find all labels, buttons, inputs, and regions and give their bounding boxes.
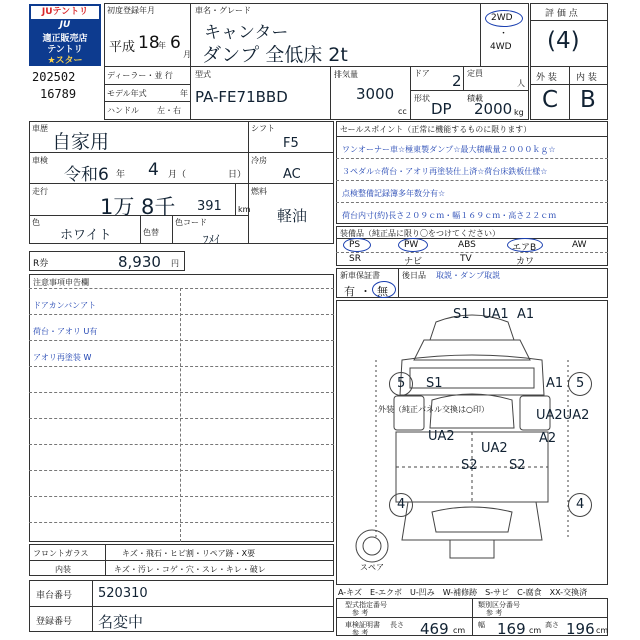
car-name: キャンター bbox=[204, 23, 289, 43]
note-item-3: アオリ再塗装 W bbox=[33, 353, 92, 362]
dmg-top-a1: A1 bbox=[517, 307, 535, 322]
equip-abs: ABS bbox=[458, 240, 476, 250]
panel-right-bottom: 4 bbox=[576, 497, 585, 512]
model-value: PA-FE71BBD bbox=[195, 88, 288, 106]
panel-right-bottom-circle bbox=[568, 493, 592, 517]
dealer-label1: ディーラー・並 行 bbox=[107, 71, 173, 80]
dealer-label2: モデル年式 bbox=[107, 89, 147, 98]
drive-2wd-circle bbox=[485, 10, 523, 27]
sales-point-4: 荷台内寸(約)長さ２０９ｃｍ・幅１６９ｃｍ・高さ２２ｃｍ bbox=[342, 211, 557, 220]
panel-left-bottom-circle bbox=[389, 493, 413, 517]
recycle-value: 8,930 bbox=[118, 253, 161, 271]
chassis-value: 520310 bbox=[98, 586, 148, 601]
panel-left-top: 5 bbox=[397, 376, 406, 391]
shape-label: 形状 bbox=[414, 94, 430, 103]
color-label: 色 bbox=[32, 218, 40, 227]
int-grade: B bbox=[580, 87, 596, 113]
equip-navi: ナビ bbox=[404, 257, 423, 267]
dmg-top-ua1: UA1 bbox=[482, 307, 509, 322]
width-unit: cm bbox=[529, 626, 542, 635]
first-reg-label: 初度登録年月 bbox=[107, 6, 155, 15]
dmg-right-a2: A2 bbox=[539, 431, 557, 446]
displacement-label: 排気量 bbox=[334, 70, 358, 79]
dealer-logo bbox=[29, 4, 101, 66]
warranty-label: 新車保証書 bbox=[340, 271, 380, 280]
interior-label: 内装 bbox=[55, 565, 71, 574]
shape-value: DP bbox=[431, 100, 452, 118]
note-item-1: ドアカンバンアト bbox=[33, 301, 97, 310]
height-unit: cm bbox=[596, 626, 609, 635]
equip-sr: SR bbox=[349, 254, 361, 264]
capacity-label: 定員 bbox=[467, 69, 483, 78]
car-label: 車名・グレード bbox=[195, 6, 251, 15]
legend: A-キズ E-エクボ U-凹み W-補修跡 S-サビ C-腐食 XX-交換済 bbox=[338, 588, 588, 597]
ext-label: 外 装 bbox=[536, 73, 557, 83]
truck-diagram bbox=[336, 300, 608, 585]
fuel-value: 軽油 bbox=[277, 207, 308, 225]
inspection-label: 車検 bbox=[32, 156, 48, 165]
first-reg-month-mark: 月 bbox=[183, 50, 191, 59]
logo-line3: ★スター bbox=[47, 56, 83, 66]
first-reg-era: 平成 bbox=[109, 40, 136, 55]
warranty-dot: ・ bbox=[360, 285, 371, 298]
shift-label: シフト bbox=[251, 124, 275, 133]
fuel-label: 燃料 bbox=[251, 187, 267, 196]
load-value: 2000 bbox=[474, 100, 513, 118]
drive-2wd: 2WD bbox=[491, 13, 513, 23]
front-glass-value: キズ・飛石・ヒビ割・リペア跡・X要 bbox=[122, 549, 256, 558]
first-reg-month: 6 bbox=[170, 33, 181, 53]
length-unit: cm bbox=[453, 626, 466, 635]
load-unit: kg bbox=[514, 108, 524, 117]
class-ref: 参 考 bbox=[486, 609, 503, 617]
dmg-left-ua2: UA2 bbox=[428, 429, 455, 444]
capacity-unit: 人 bbox=[517, 79, 525, 88]
color-code: ﾌﾒｲ bbox=[203, 233, 220, 246]
displacement-value: 3000 bbox=[356, 85, 395, 103]
usage-label: 車歴 bbox=[32, 124, 48, 133]
post-install-value: 取説・ダンプ取説 bbox=[436, 271, 501, 280]
dmg-right-a1: A1 bbox=[546, 376, 564, 391]
inspection-year-unit: 年 bbox=[116, 170, 126, 180]
evaluation-score: (4) bbox=[547, 28, 580, 54]
dmg-mid-ua2: UA2 bbox=[481, 441, 508, 456]
panel-left-bottom: 4 bbox=[397, 497, 406, 512]
equip-ps: PS bbox=[349, 240, 361, 250]
ids-line2: 16789 bbox=[40, 87, 77, 101]
mileage-small: 391 bbox=[197, 199, 222, 214]
panel-left-top-circle bbox=[389, 372, 413, 396]
inspection-month: 4 bbox=[148, 160, 159, 180]
logo-line2: テントリ bbox=[47, 45, 83, 55]
len-label: 車検証明書 bbox=[345, 621, 380, 629]
front-glass-label: フロントガラス bbox=[33, 549, 89, 558]
dmg-mid-s2b: S2 bbox=[509, 458, 526, 473]
panel-right-top: 5 bbox=[576, 376, 585, 391]
logo-brand: JUテントリ bbox=[31, 6, 99, 19]
length-sub: 長さ bbox=[390, 621, 404, 629]
dmg-right-ua2: UA2UA2 bbox=[536, 408, 590, 423]
dmg-left-s1: S1 bbox=[426, 376, 443, 391]
displacement-unit: cc bbox=[398, 107, 407, 116]
equip-pw-circle bbox=[398, 238, 428, 252]
first-reg-year: 18 bbox=[138, 33, 160, 53]
dmg-top-s1: S1 bbox=[453, 307, 470, 322]
ext-grade: C bbox=[542, 87, 559, 113]
equip-airbag: エアB bbox=[512, 243, 537, 253]
evaluation-label: 評 価 点 bbox=[545, 9, 578, 19]
equip-airbag-circle bbox=[507, 238, 543, 252]
ac-value: AC bbox=[283, 167, 301, 182]
dealer-label3-value: 左・右 bbox=[157, 106, 181, 115]
logo-line1: 適正販売店 bbox=[42, 34, 88, 44]
dmg-mid-s2a: S2 bbox=[461, 458, 478, 473]
class-label: 類別区分番号 bbox=[478, 601, 520, 609]
recycle-label: R券 bbox=[33, 259, 49, 269]
panel-right-top-circle bbox=[568, 372, 592, 396]
notes-label: 注意事項申告欄 bbox=[33, 278, 89, 287]
drive-4wd: 4WD bbox=[490, 42, 512, 52]
mileage-value: 1万 8千 bbox=[100, 195, 176, 219]
height-label: 高さ bbox=[545, 621, 559, 629]
doors-label: ドア bbox=[414, 69, 430, 78]
equipment-label: 装備品（純正品に限り〇をつけてください） bbox=[340, 229, 500, 238]
len-ref: 参 考 bbox=[352, 629, 369, 637]
spare-label: スペア bbox=[360, 563, 384, 572]
doors-value: 2 bbox=[452, 72, 462, 90]
color-code-label: 色コード bbox=[175, 218, 207, 227]
color-value: ホワイト bbox=[60, 228, 112, 243]
chassis-label: 車台番号 bbox=[36, 591, 73, 601]
recycle-box bbox=[29, 251, 185, 271]
mileage-unit: km bbox=[238, 205, 251, 214]
registration-label: 登録番号 bbox=[36, 617, 73, 627]
post-install-label: 後日品 bbox=[402, 271, 426, 280]
sales-point-2: ３ペダル☆荷台・アオリ再塗装仕上済☆荷台床鉄板仕様☆ bbox=[342, 167, 548, 176]
drive-dot: ・ bbox=[499, 29, 509, 39]
height-value: 196 bbox=[566, 620, 595, 638]
usage-value: 自家用 bbox=[52, 131, 110, 153]
logo-ju: JU bbox=[59, 20, 71, 30]
equip-aw: AW bbox=[572, 240, 587, 250]
inspection-month-unit: 月（ bbox=[168, 170, 187, 180]
int-label: 内 装 bbox=[576, 73, 597, 83]
sales-point-1: ワンオーナー車☆極東製ダンプ☆最大積載量２０００ｋｇ☆ bbox=[342, 145, 556, 154]
recycle-unit: 円 bbox=[171, 259, 179, 268]
car-grade: ダンプ 全低床 2t bbox=[202, 44, 348, 66]
warranty-none-circle bbox=[372, 281, 396, 298]
dealer-label3: ハンドル bbox=[107, 106, 139, 115]
load-label: 積載 bbox=[467, 94, 483, 103]
equip-tv: TV bbox=[460, 254, 472, 264]
equip-ps-circle bbox=[343, 238, 371, 252]
width-sub: 幅 bbox=[478, 621, 485, 629]
warranty-none: 無 bbox=[377, 285, 388, 298]
inspection-era: 令和6 bbox=[64, 165, 109, 185]
width-value: 169 bbox=[497, 620, 526, 638]
inspection-day-unit: 日） bbox=[228, 170, 247, 180]
diagram-label: 外装（純正パネル交換は○印） bbox=[378, 405, 489, 414]
cert-ref: 参 考 bbox=[352, 609, 369, 617]
color-change-label: 色替 bbox=[143, 228, 159, 237]
interior-value: キズ・汚レ・コゲ・穴・スレ・キレ・破レ bbox=[114, 565, 266, 574]
ac-label: 冷房 bbox=[251, 156, 267, 165]
dealer-label2-unit: 年 bbox=[180, 89, 188, 98]
mileage-label: 走行 bbox=[32, 187, 48, 196]
length-value: 469 bbox=[420, 620, 449, 638]
equip-pw: PW bbox=[404, 240, 419, 250]
equip-leather: カワ bbox=[516, 257, 535, 267]
registration-value: 名変中 bbox=[98, 613, 144, 631]
cert-label: 型式指定番号 bbox=[345, 601, 387, 609]
sales-point-3: 点検整備記録簿多年数分有☆ bbox=[342, 189, 446, 198]
sales-points-label: セールスポイント（正常に機能するものに限ります） bbox=[340, 125, 532, 134]
first-reg-year-mark: 年 bbox=[158, 41, 166, 50]
ids-line1: 202502 bbox=[32, 70, 76, 84]
shift-value: F5 bbox=[283, 136, 299, 151]
model-label: 型式 bbox=[195, 70, 211, 79]
warranty-has: 有 bbox=[344, 285, 355, 298]
note-item-2: 荷台・アオリ U有 bbox=[33, 327, 98, 336]
